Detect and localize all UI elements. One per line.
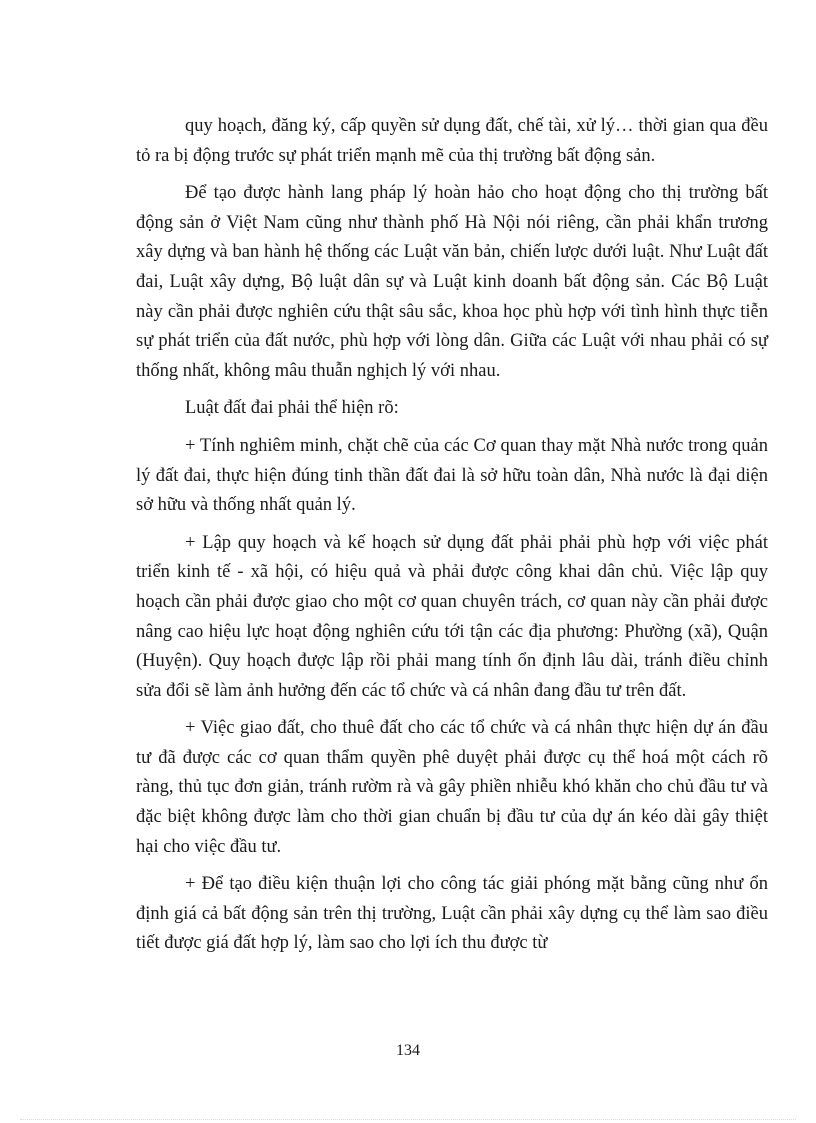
paragraph: + Việc giao đất, cho thuê đất cho các tổ chức và cá nhân thực hiện dự án đầu tư đã được các cơ quan thẩm quyền phê duyệt phải được cụ thể hoá một cách rõ ràng, thủ tục đơn giản, tránh rườm rà và gây phiền nhiễu khó khăn cho chủ đầu tư và đặc biệt không được làm cho thời gian chuẩn bị đầu tư của dự án kéo dài gây thiệt hại cho việc đầu tư.: [136, 718, 768, 857]
paragraph: + Tính nghiêm minh, chặt chẽ của các Cơ quan thay mặt Nhà nước trong quản lý đất đai, thực hiện đúng tinh thần đất đai là sở hữu toàn dân, Nhà nước là đại diện sở hữu và thống nhất quản lý.: [136, 435, 768, 516]
paragraph: Để tạo được hành lang pháp lý hoàn hảo cho hoạt động cho thị trường bất động sản ở Việt Nam cũng như thành phố Hà Nội nói riêng, cần phải khẩn trương xây dựng và ban hành hệ thống các Luật văn bản, chiến lược dưới luật. Như Luật đất đai, Luật xây dựng, Bộ luật dân sự và Luật kinh doanh bất động sản. Các Bộ Luật này cần phải được nghiên cứu thật sâu sắc, khoa học phù hợp với tình hình thực tiễn sự phát triển của đất nước, phù hợp với lòng dân. Giữa các Luật với nhau phải có sự thống nhất, không mâu thuẫn nghịch lý với nhau.: [136, 183, 768, 381]
paragraph: + Lập quy hoạch và kế hoạch sử dụng đất phải phải phù hợp với việc phát triển kinh tế - xã hội, có hiệu quả và phải được công khai dân chủ. Việc lập quy hoạch cần phải được giao cho một cơ quan chuyên trách, cơ quan này cần phải được nâng cao hiệu lực hoạt động nghiên cứu tới tận các địa phương: Phường (xã), Quận (Huyện). Quy hoạch được lập rồi phải mang tính ổn định lâu dài, tránh điều chỉnh sửa đổi sẽ làm ảnh hưởng đến các tổ chức và cá nhân đang đầu tư trên đất.: [136, 532, 768, 701]
paragraph: + Để tạo điều kiện thuận lợi cho công tác giải phóng mặt bằng cũng như ổn định giá cả bất động sản trên thị trường, Luật cần phải xây dựng cụ thể làm sao điều tiết được giá đất hợp lý, làm sao cho lợi ích thu được từ: [136, 874, 768, 954]
page-number: 134: [396, 1042, 420, 1059]
body-text: [136, 112, 768, 967]
page-bottom-divider: [20, 1119, 796, 1120]
paragraph: Luật đất đai phải thể hiện rõ:: [185, 398, 399, 419]
paragraph: quy hoạch, đăng ký, cấp quyền sử dụng đất, chế tài, xử lý… thời gian qua đều tỏ ra bị động trước sự phát triển mạnh mẽ của thị trường bất động sản.: [136, 116, 768, 166]
